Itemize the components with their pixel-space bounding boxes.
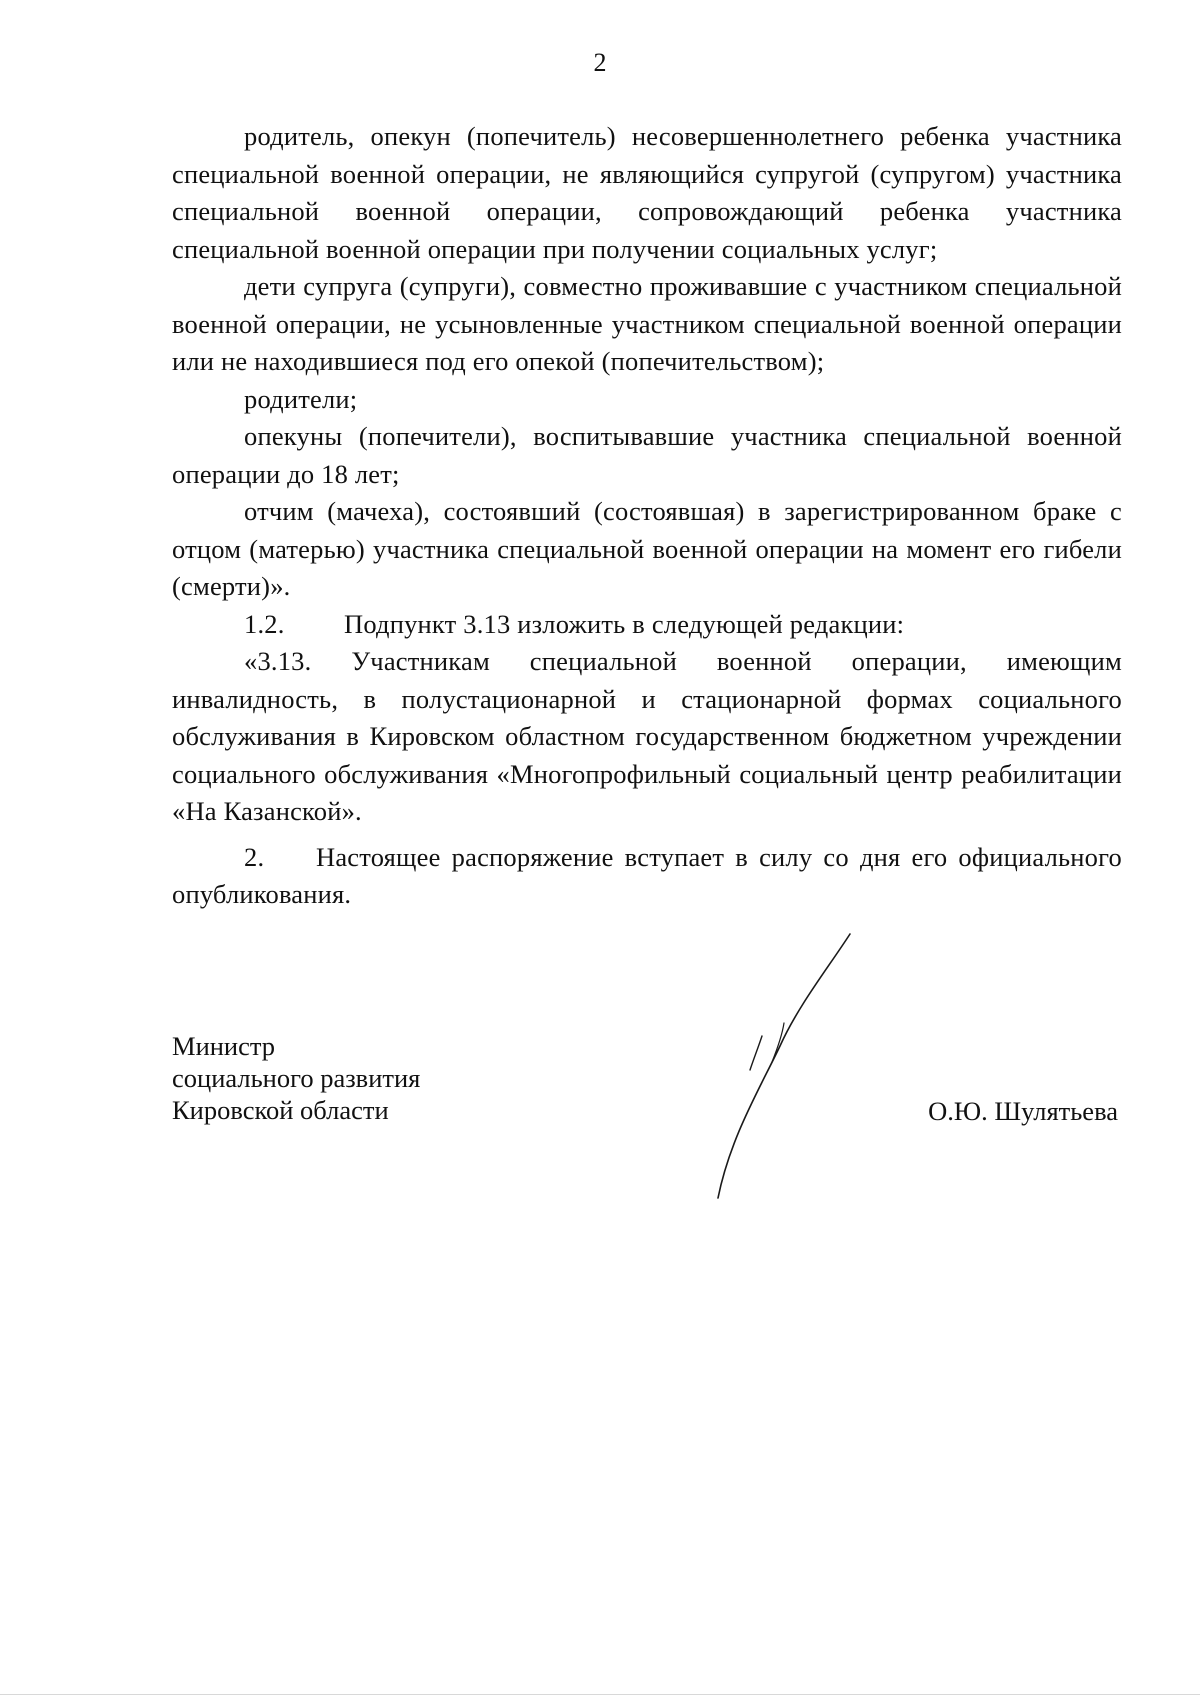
clause-number: 1.2. (244, 608, 285, 639)
paragraph-clause-2 (172, 839, 1122, 914)
signatory-title-line: Министр (172, 1031, 276, 1061)
clause-text: Подпункт 3.13 изложить в следующей редакции: (344, 608, 905, 639)
scan-edge-line (0, 1694, 1200, 1695)
signatory-title-line: Кировской области (172, 1095, 389, 1125)
paragraph-parents: родители; (244, 383, 358, 414)
page-number: 2 (593, 48, 607, 77)
clause-text: Настоящее распоряжение вступает в силу со дня его официального опубликования. (172, 841, 1122, 909)
paragraph-guardians: опекуны (попечители), воспитывавшие участника специальной военной операции до 18 лет; (172, 421, 1122, 489)
paragraph-clause-1-2 (172, 606, 1122, 644)
signatory-name: О.Ю. Шулятьева (928, 1096, 1118, 1126)
document-body (172, 118, 1122, 914)
paragraph-clause-3-13: «3.13. Участникам специальной военной операции, имеющим инвалидность, в полустационарной и стационарной формах социального обслуживания в Кировском областном государственном бюджетном учреждении социального обслуживания «Многопрофильный социальный центр реабилитации «На Казанской». (172, 646, 1122, 826)
paragraph-parent-guardian: родитель, опекун (попечитель) несовершеннолетнего ребенка участника специальной военной операции, не являющийся супругой (супругом) участника специальной военной операции, сопровождающий ребенка участника специальной военной операции при получении социальных услуг; (172, 121, 1122, 264)
signatory-title (172, 1030, 420, 1126)
paragraph-stepparent: отчим (мачеха), состоявший (состоявшая) в зарегистрированном браке с отцом (матерью) участника специальной военной операции на момент его гибели (смерти)». (172, 496, 1122, 601)
paragraph-spouse-children: дети супруга (супруги), совместно проживавшие с участником специальной военной операции, не усыновленные участником специальной военной операции или не находившиеся под его опекой (попечительством); (172, 271, 1122, 376)
clause-number: 2. (244, 841, 265, 872)
signatory-title-line: социального развития (172, 1063, 421, 1093)
handwritten-signature (700, 928, 880, 1208)
